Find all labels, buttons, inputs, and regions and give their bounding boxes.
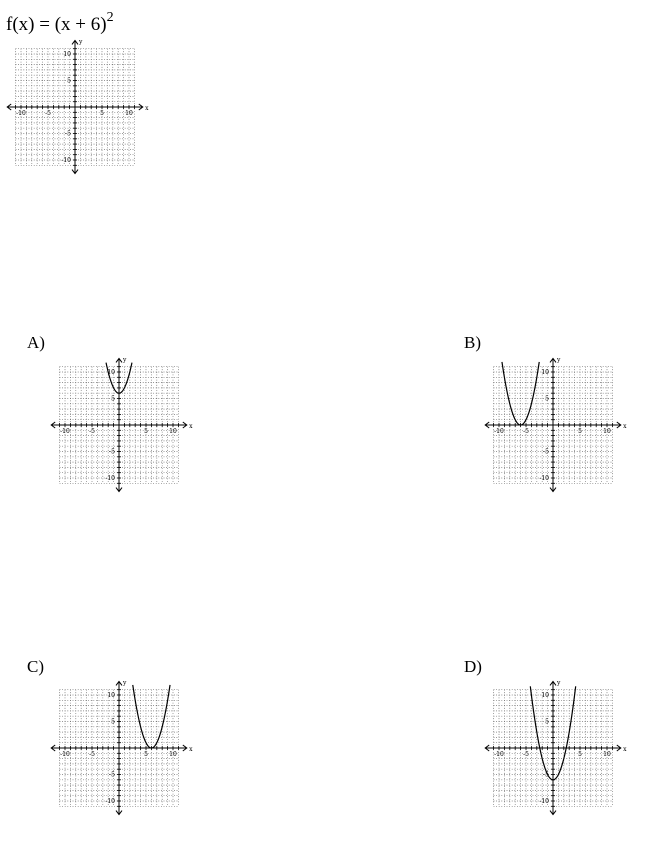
graph-choice-d[interactable] xyxy=(484,678,634,818)
x-tick-label: 5 xyxy=(578,751,582,758)
x-tick-label: 10 xyxy=(603,751,611,758)
question-text xyxy=(6,6,114,37)
x-axis-label: x xyxy=(189,746,193,753)
y-tick-label: 10 xyxy=(541,369,549,376)
y-tick-label: 10 xyxy=(63,51,71,58)
x-axis-label: x xyxy=(189,423,193,430)
y-tick-label: -10 xyxy=(539,475,549,482)
x-tick-label: -10 xyxy=(494,428,504,435)
x-axis-label: x xyxy=(623,746,627,753)
y-axis-label: y xyxy=(79,38,83,46)
choice-b-label[interactable]: B) xyxy=(464,333,481,352)
y-tick-label: 10 xyxy=(107,692,115,699)
y-tick-label: 10 xyxy=(107,369,115,376)
x-tick-label: -5 xyxy=(45,110,51,117)
x-tick-label: -10 xyxy=(60,428,70,435)
graph-choice-b[interactable] xyxy=(484,355,634,495)
x-tick-label: 5 xyxy=(144,751,148,758)
y-tick-label: 5 xyxy=(111,718,115,726)
y-tick-label: -10 xyxy=(105,798,115,805)
x-tick-label: -5 xyxy=(89,751,95,758)
x-tick-label: 10 xyxy=(169,751,177,758)
y-tick-label: 5 xyxy=(111,395,115,403)
x-tick-label: -10 xyxy=(16,110,26,117)
x-tick-label: 5 xyxy=(100,110,104,117)
question-exponent: 2 xyxy=(106,10,114,25)
y-tick-label: -10 xyxy=(61,157,71,164)
graph-svg xyxy=(484,678,634,818)
question-function: f(x) = (x + 6) xyxy=(6,14,107,35)
choice-d-label[interactable]: D) xyxy=(464,657,482,676)
x-tick-label: -5 xyxy=(89,428,95,435)
y-axis-label: y xyxy=(123,356,127,364)
y-axis-label: y xyxy=(557,679,561,687)
x-tick-label: 10 xyxy=(603,428,611,435)
y-axis-label: y xyxy=(557,356,561,364)
graph-svg xyxy=(6,37,156,177)
y-tick-label: -10 xyxy=(105,475,115,482)
y-tick-label: -5 xyxy=(543,771,549,779)
y-axis-label: y xyxy=(123,679,127,687)
y-tick-label: -5 xyxy=(109,448,115,456)
y-tick-label: -5 xyxy=(65,130,71,138)
y-tick-label: 5 xyxy=(67,77,71,85)
y-tick-label: -5 xyxy=(109,771,115,779)
x-tick-label: 10 xyxy=(169,428,177,435)
x-axis-label: x xyxy=(623,423,627,430)
y-tick-label: 5 xyxy=(545,718,549,726)
x-tick-label: -10 xyxy=(60,751,70,758)
x-axis-label: x xyxy=(145,105,149,112)
y-tick-label: -5 xyxy=(543,448,549,456)
choice-c-label[interactable]: C) xyxy=(27,657,44,676)
y-tick-label: 10 xyxy=(541,692,549,699)
y-tick-label: 5 xyxy=(545,395,549,403)
graph-svg xyxy=(484,355,634,495)
x-tick-label: -5 xyxy=(523,751,529,758)
graph-blank xyxy=(6,37,156,177)
graph-choice-c[interactable] xyxy=(50,678,200,818)
x-tick-label: 5 xyxy=(578,428,582,435)
y-tick-label: -10 xyxy=(539,798,549,805)
graph-svg xyxy=(50,678,200,818)
x-tick-label: 5 xyxy=(144,428,148,435)
x-tick-label: -5 xyxy=(523,428,529,435)
graph-choice-a[interactable] xyxy=(50,355,200,495)
graph-svg xyxy=(50,355,200,495)
x-tick-label: -10 xyxy=(494,751,504,758)
x-tick-label: 10 xyxy=(125,110,133,117)
choice-a-label[interactable]: A) xyxy=(27,333,45,352)
